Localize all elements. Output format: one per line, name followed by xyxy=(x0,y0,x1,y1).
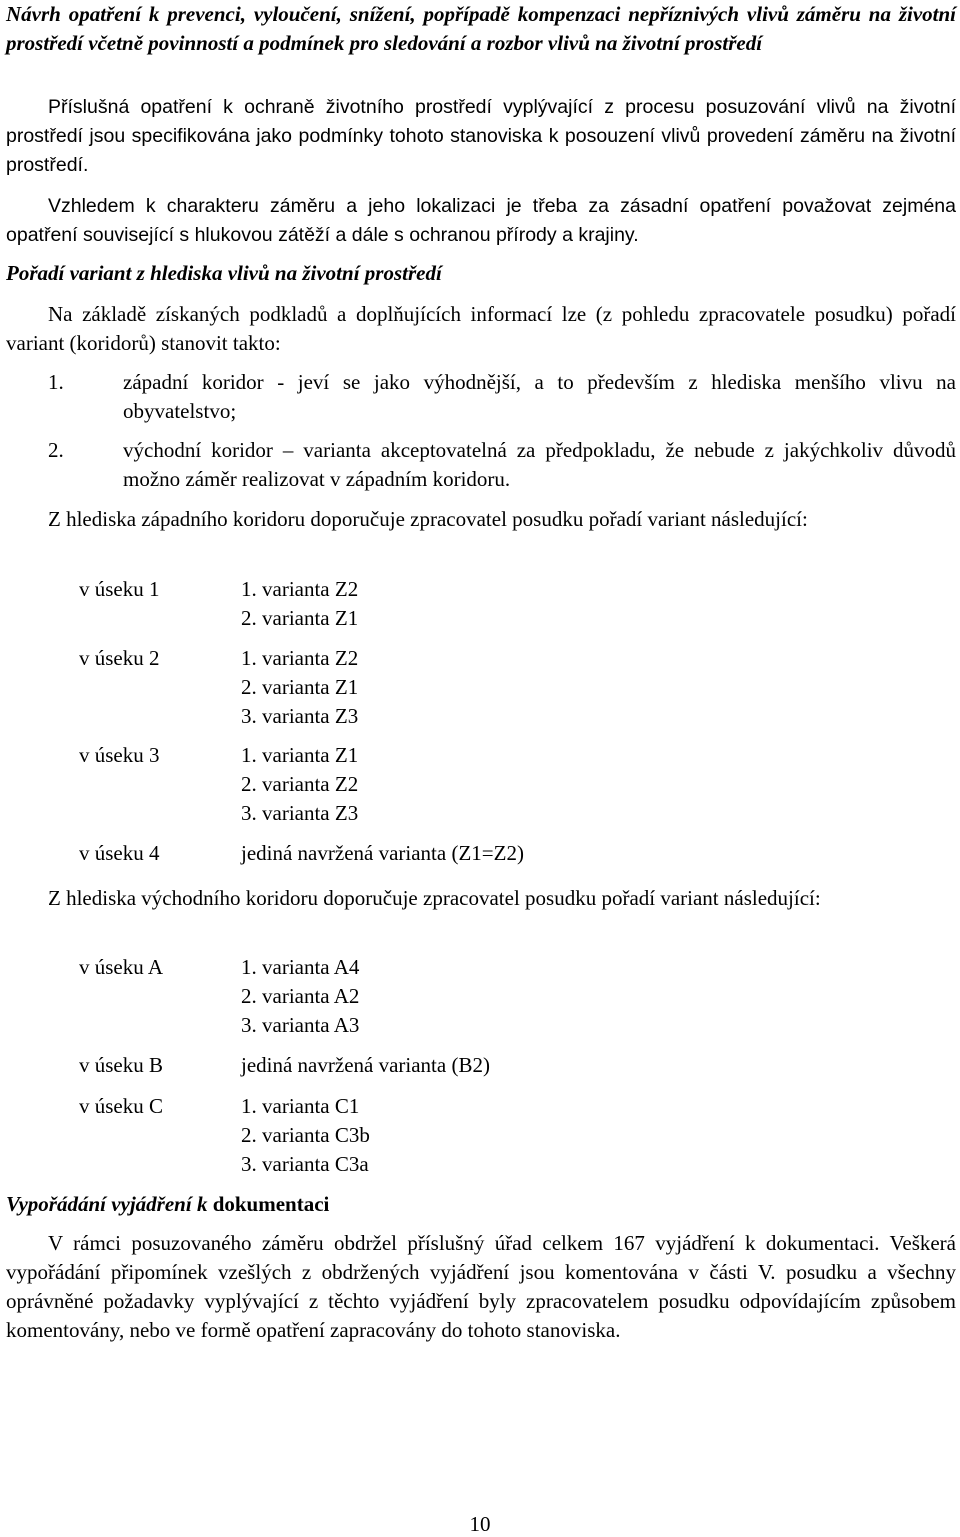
variant-option: 3. varianta A3 xyxy=(241,1013,360,1037)
heading-upright-part: dokumentaci xyxy=(212,1192,330,1216)
heading-italic-part: Vypořádání vyjádření k xyxy=(6,1192,213,1216)
variant-option: 1. varianta Z2 xyxy=(241,646,359,670)
variant-option: 2. varianta Z1 xyxy=(241,606,359,630)
list-item-number: 2. xyxy=(48,438,64,462)
list-item-number: 1. xyxy=(48,370,64,394)
variant-option: jediná navržená varianta (B2) xyxy=(241,1053,490,1077)
paragraph-measures-conditions: Příslušná opatření k ochraně životního prostředí vyplývající z procesu posuzování vlivů na životní prostředí jsou specifikována jako podmínky tohoto stanoviska k posouzení vlivů provedení záměru na životní prostředí. xyxy=(6,96,956,176)
variant-option: 3. varianta Z3 xyxy=(241,704,359,728)
list-item xyxy=(48,436,956,494)
variant-option: 1. varianta Z1 xyxy=(241,743,359,767)
variant-option: jediná navržená varianta (Z1=Z2) xyxy=(241,841,524,865)
page-number: 10 xyxy=(469,1512,491,1536)
section-label: v úseku 1 xyxy=(79,577,160,601)
paragraph-variant-intro: Na základě získaných podkladů a doplňujících informací lze (z pohledu zpracovatele posudku) pořadí variant (koridorů) stanovit takto: xyxy=(6,302,956,355)
variant-option: 1. varianta C1 xyxy=(241,1094,360,1118)
variant-option: 3. varianta Z3 xyxy=(241,801,359,825)
variant-options xyxy=(241,839,524,868)
variant-options xyxy=(241,644,358,731)
variant-options xyxy=(241,953,359,1040)
variant-option: 1. varianta A4 xyxy=(241,955,360,979)
variant-option: 2. varianta C3b xyxy=(241,1123,370,1147)
section-heading-measures: Návrh opatření k prevenci, vyloučení, snížení, popřípadě kompenzaci nepříznivých vlivů záměru na životní prostředí včetně povinností a podmínek pro sledování a rozbor vlivů na životní prostředí xyxy=(6,2,956,55)
variant-option: 2. varianta Z1 xyxy=(241,675,359,699)
section-heading-comments xyxy=(6,1190,956,1219)
section-label: v úseku B xyxy=(79,1053,163,1077)
section-label: v úseku C xyxy=(79,1094,163,1118)
variant-option: 1. varianta Z2 xyxy=(241,577,359,601)
section-label: v úseku 4 xyxy=(79,841,160,865)
variant-options xyxy=(241,741,358,828)
variant-option: 3. varianta C3a xyxy=(241,1152,369,1176)
list-item-text: západní koridor - jeví se jako výhodnější, a to především z hlediska menšího vlivu na obyvatelstvo; xyxy=(123,370,956,423)
list-item-text: východní koridor – varianta akceptovatelná za předpokladu, že nebude z jakýchkoliv důvodů možno záměr realizovat v západním koridoru. xyxy=(123,438,956,491)
section-label: v úseku 3 xyxy=(79,743,160,767)
variant-options xyxy=(241,1051,490,1080)
list-item xyxy=(48,368,956,426)
paragraph-measures-noise: Vzhledem k charakteru záměru a jeho lokalizaci je třeba za zásadní opatření považovat zejména opatření související s hlukovou zátěží a dále s ochranou přírody a krajiny. xyxy=(6,195,956,246)
variant-option: 2. varianta Z2 xyxy=(241,772,359,796)
paragraph-comments: V rámci posuzovaného záměru obdržel příslušný úřad celkem 167 vyjádření k dokumentaci. Veškerá vypořádání připomínek vzešlých z obdržených vyjádření jsou komentována v části V. posudku a všechny oprávněné požadavky vyplývající z těchto vyjádření byly zpracovatelem posudku odpovídajícím způsobem komentovány, nebo ve formě opatření zapracovány do tohoto stanoviska. xyxy=(6,1231,956,1342)
variant-options xyxy=(241,1092,370,1179)
section-label: v úseku A xyxy=(79,955,163,979)
paragraph-west-corridor-intro: Z hlediska západního koridoru doporučuje zpracovatel posudku pořadí variant následující: xyxy=(48,507,808,531)
section-heading-variant-order: Pořadí variant z hlediska vlivů na životní prostředí xyxy=(6,261,442,285)
variant-option: 2. varianta A2 xyxy=(241,984,360,1008)
section-label: v úseku 2 xyxy=(79,646,160,670)
paragraph-east-corridor-intro: Z hlediska východního koridoru doporučuje zpracovatel posudku pořadí variant následující: xyxy=(48,886,821,910)
variant-options xyxy=(241,575,358,633)
